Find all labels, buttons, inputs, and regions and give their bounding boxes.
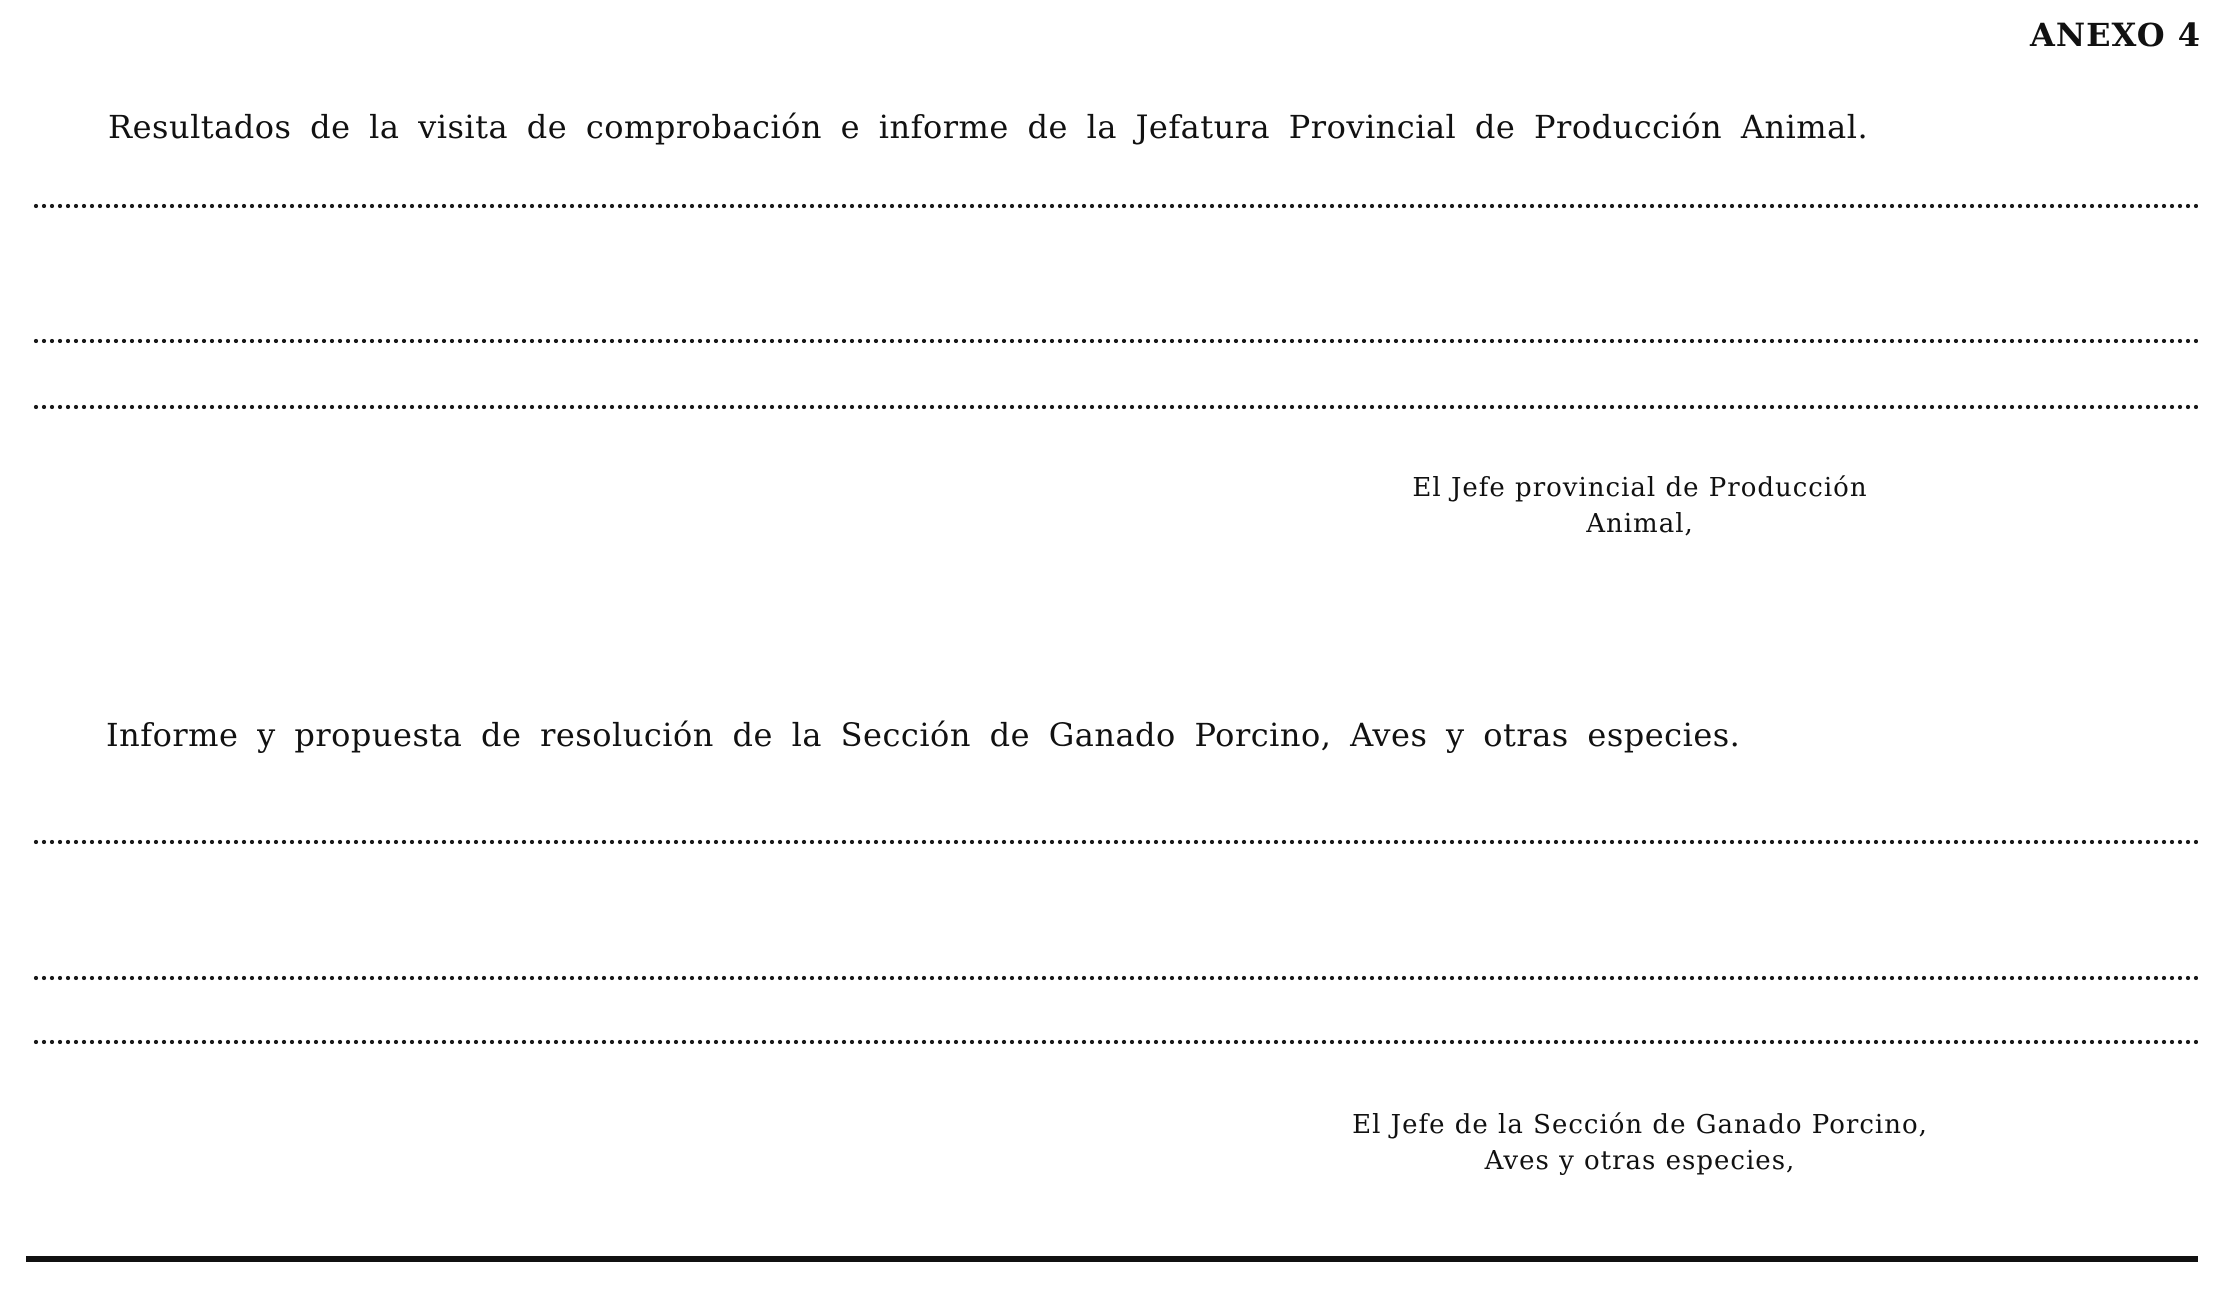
section-heading-2: Informe y propuesta de resolución de la Sección de Ganado Porcino, Aves y otras especies. xyxy=(106,716,1741,754)
section-heading-1: Resultados de la visita de comprobación e informe de la Jefatura Provincial de Producción Animal. xyxy=(108,108,1869,146)
dotted-fill-line xyxy=(32,1038,2198,1046)
signature-title-line-1: El Jefe de la Sección de Ganado Porcino, xyxy=(1352,1110,1928,1140)
dotted-fill-line xyxy=(32,403,2198,411)
signature-block-2 xyxy=(1320,1107,1960,1179)
dotted-fill-line xyxy=(32,838,2198,846)
dotted-fill-line xyxy=(32,337,2198,345)
signature-block-1 xyxy=(1380,470,1900,542)
signature-title-line-2: Animal, xyxy=(1586,509,1694,539)
annex-label: ANEXO 4 xyxy=(2029,16,2201,54)
dotted-fill-line xyxy=(32,974,2198,982)
bottom-rule xyxy=(26,1256,2198,1262)
signature-title-line-2: Aves y otras especies, xyxy=(1484,1146,1796,1176)
signature-title-line-1: El Jefe provincial de Producción xyxy=(1412,473,1868,503)
dotted-fill-line xyxy=(32,202,2198,210)
